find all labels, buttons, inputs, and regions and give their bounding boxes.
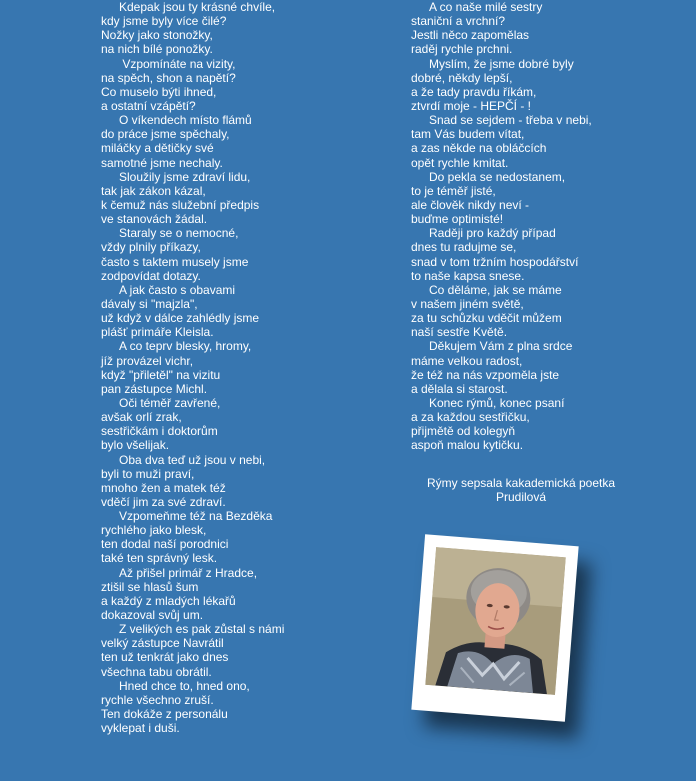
poem-line: rychle všechno zruší.	[101, 692, 214, 707]
poem-line: kdy jsme byly více čilé?	[101, 14, 227, 29]
poem-line: aspoň malou kytičku.	[411, 438, 524, 453]
poem-line: opět rychle kmitat.	[411, 155, 509, 170]
signature-author: Prudilová	[495, 490, 547, 505]
poem-line: a dělala si starost.	[411, 381, 508, 396]
signature	[411, 476, 631, 504]
poem-line: na nich bílé ponožky.	[101, 42, 213, 57]
poem-line: Z velikých es pak zůstal s námi	[119, 622, 285, 637]
poem-line: Oba dva teď už jsou v nebi,	[119, 452, 266, 467]
poem-line: mnoho žen a matek též	[101, 480, 226, 495]
poem-line: pan zástupce Michl.	[101, 381, 208, 396]
poem-line: vždy plnily příkazy,	[101, 240, 201, 255]
poem-line: sestřičkám i doktorům	[101, 424, 218, 439]
poem-line: byli to muži praví,	[101, 466, 195, 481]
poem-left-column	[101, 0, 284, 735]
poem-line: v našem jiném světě,	[411, 296, 524, 311]
poem-line: rychlého jako blesk,	[101, 523, 207, 538]
poem-line: přijmětě od kolegyň	[411, 424, 516, 439]
poem-line: Vzpomeňme též na Bezděka	[119, 509, 273, 524]
poem-line: avšak orlí zrak,	[101, 410, 182, 425]
poem-line: Oči téměř zavřené,	[119, 395, 221, 410]
poem-line: Snad se sejdem - třeba v nebi,	[429, 113, 592, 128]
poem-line: Raději pro každý případ	[429, 226, 556, 241]
poem-line: ten dodal naší porodnici	[101, 537, 229, 552]
poem-line: na spěch, shon a napětí?	[101, 70, 236, 85]
poem-line: za tu schůzku vděčit můžem	[411, 311, 562, 326]
poem-line: Hned chce to, hned ono,	[119, 678, 250, 693]
poem-line: Do pekla se nedostanem,	[429, 169, 566, 184]
poem-line: Ten dokáže z personálu	[101, 707, 228, 722]
poem-line: dobré, někdy lepší,	[411, 70, 513, 85]
poem-line: vděčí jim za své zdraví.	[101, 494, 226, 509]
poem-line: a zas někde na obláčcích	[411, 141, 547, 156]
poem-line: Nožky jako stonožky,	[101, 28, 213, 43]
poem-line: zodpovídat dotazy.	[101, 268, 201, 283]
poem-line: Konec rýmů, konec psaní	[429, 395, 565, 410]
poem-line: Sloužily jsme zdraví lidu,	[119, 169, 251, 184]
poem-line: vyklepat i duši.	[101, 721, 180, 736]
poem-line: také ten správný lesk.	[101, 551, 218, 566]
poem-line: miláčky a dětičky své	[101, 141, 214, 156]
poem-line: dávaly si "majzla",	[101, 296, 198, 311]
poem-line: že též na nás vzpoměla jste	[411, 367, 560, 382]
poem-line: to naše kapsa snese.	[411, 268, 525, 283]
poem-line: Děkujem Vám z plna srdce	[429, 339, 573, 354]
author-photo-frame	[411, 534, 578, 722]
portrait-photo-icon	[425, 547, 565, 695]
poem-line: dnes tu radujme se,	[411, 240, 517, 255]
poem-line: Co děláme, jak se máme	[429, 282, 562, 297]
signature-line-1: Rýmy sepsala kakademická poetka	[426, 476, 616, 490]
poem-line: Kdepak jsou ty krásné chvíle,	[119, 0, 276, 14]
poem-line: k čemuž nás služební předpis	[101, 197, 260, 212]
poem-line: všechna tabu obrátil.	[101, 664, 212, 679]
poem-line: jíž provázel vichr,	[101, 353, 194, 368]
poem-line: Co muselo býti ihned,	[101, 84, 217, 99]
poem-line: naší sestře Květě.	[411, 325, 508, 340]
poem-line: a každý z mladých lékařů	[101, 593, 236, 608]
poem-line: a za každou sestřičku,	[411, 410, 530, 425]
poem-line: Vzpomínáte na vizity,	[119, 56, 236, 71]
poem-line: tam Vás budem vítat,	[411, 127, 525, 142]
poem-line: bylo všelijak.	[101, 438, 170, 453]
poem-line: Jestli něco zapomělas	[411, 28, 530, 43]
poem-line: O víkendech místo flámů	[119, 113, 252, 128]
poem-line: Až přišel primář z Hradce,	[119, 565, 258, 580]
poem-line: snad v tom tržním hospodářství	[411, 254, 579, 269]
poem-line: velký zástupce Navrátil	[101, 636, 224, 651]
poem-line: ztišil se hlasů šum	[101, 579, 199, 594]
poem-line: když "přiletěl" na vizitu	[101, 367, 221, 382]
poem-line: a ostatní vzápětí?	[101, 98, 196, 113]
poem-line: plášť primáře Kleisla.	[101, 325, 214, 340]
poem-line: do práce jsme spěchaly,	[101, 127, 230, 142]
poem-line: Myslím, že jsme dobré byly	[429, 56, 574, 71]
poem-line: Staraly se o nemocné,	[119, 226, 239, 241]
poem-line: A co naše milé sestry	[429, 0, 543, 14]
poem-line: A jak často s obavami	[119, 282, 236, 297]
poem-line: ztvrdí moje - HEPČÍ - !	[411, 98, 532, 113]
poem-line: buďme optimisté!	[411, 212, 504, 227]
poem-line: máme velkou radost,	[411, 353, 523, 368]
poem-line: už když v dálce zahlédly jsme	[101, 311, 260, 326]
poem-right-column	[411, 0, 592, 453]
poem-line: to je téměř jisté,	[411, 183, 496, 198]
poem-line: ve stanovách žádal.	[101, 212, 208, 227]
poem-line: samotné jsme nechaly.	[101, 155, 223, 170]
author-photo	[425, 547, 565, 695]
poem-line: často s taktem musely jsme	[101, 254, 249, 269]
poem-line: dokazoval svůj um.	[101, 608, 204, 623]
poem-line: ten už tenkrát jako dnes	[101, 650, 229, 665]
poem-line: staniční a vrchní?	[411, 14, 506, 29]
poem-line: ale člověk nikdy neví -	[411, 197, 530, 212]
poem-line: A co teprv blesky, hromy,	[119, 339, 252, 354]
poem-line: tak jak zákon kázal,	[101, 183, 206, 198]
poem-line: raděj rychle prchni.	[411, 42, 513, 57]
poem-line: a že tady pravdu říkám,	[411, 84, 537, 99]
